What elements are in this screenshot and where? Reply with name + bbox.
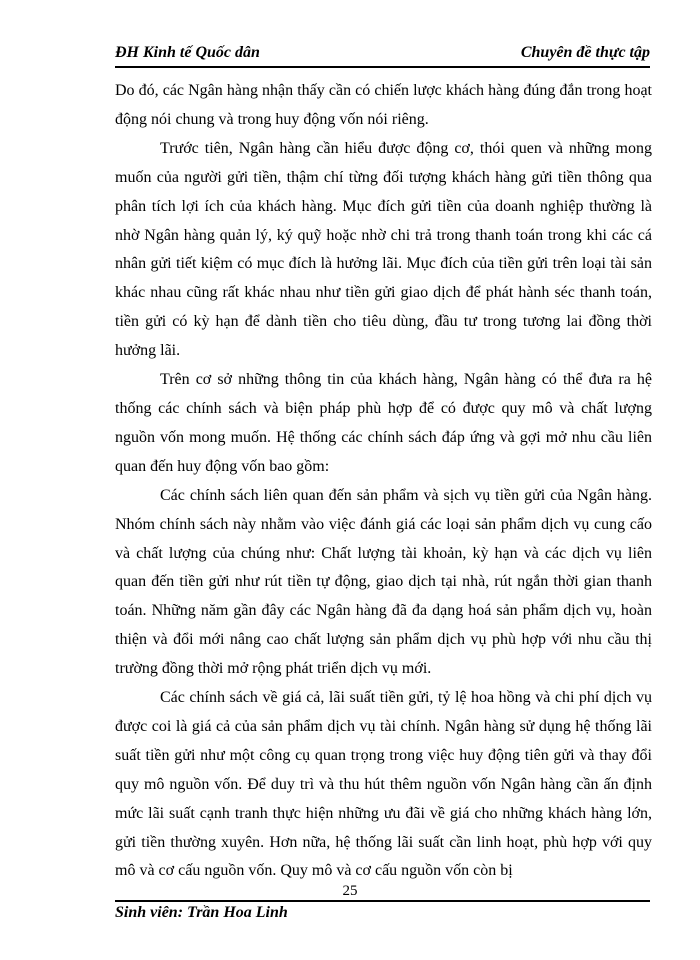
page-footer: [115, 900, 650, 922]
paragraph: Các chính sách về giá cả, lãi suất tiền gửi, tỷ lệ hoa hồng và chi phí dịch vụ được coi là giá cả của sản phẩm dịch vụ tài chính. Ngân hàng sử dụng hệ thống lãi suất tiền gửi như một công cụ quan trọng trong việc huy động tiên gửi và thay đổi quy mô nguồn vốn. Để duy trì và thu hút thêm nguồn vốn Ngân hàng cần ấn định mức lãi suất cạnh tranh thực hiện những ưu đãi về giá cho những khách hàng lớn, gửi tiền thường xuyên. Hơn nữa, hệ thống lãi suất cần linh hoạt, phù hợp với quy mô và cơ cấu nguồn vốn. Quy mô và cơ cấu nguồn vốn còn bị: [115, 689, 652, 880]
footer-student-name: Sinh viên: Trần Hoa Linh: [115, 904, 288, 921]
paragraph: Trước tiên, Ngân hàng cần hiểu được động cơ, thói quen và những mong muốn của người gửi tiền, thậm chí từng đối tượng khách hàng gửi tiền thông qua phân tích lợi ích của khách hàng. Mục đích gửi tiền của doanh nghiệp thường là nhờ Ngân hàng quản lý, ký quỹ hoặc nhờ chi trả trong thanh toán trong khi các cá nhân gửi tiết kiệm có mục đích là hưởng lãi. Mục đích của tiền gửi trên loại tài sản khác nhau cũng rất khác nhau như tiền gửi giao dịch để phát hành séc thanh toán, tiền gửi có kỳ hạn để dành tiền cho tiêu dùng, đầu tư trong tương lai đồng thời hưởng lãi.: [115, 139, 652, 360]
paragraph: Trên cơ sở những thông tin của khách hàng, Ngân hàng có thể đưa ra hệ thống các chính sách và biện pháp phù hợp để có được quy mô và chất lượng nguồn vốn mong muốn. Hệ thống các chính sách đáp ứng và gợi mở nhu cầu liên quan đến huy động vốn bao gồm:: [115, 371, 652, 475]
header-university: ĐH Kinh tế Quốc dân: [115, 44, 260, 61]
page-number: 25: [342, 883, 358, 899]
paragraph: Các chính sách liên quan đến sản phẩm và sịch vụ tiền gửi của Ngân hàng. Nhóm chính sách này nhằm vào việc đánh giá các loại sản phẩm dịch vụ cung cấo và chất lượng của chúng như: Chất lượng tài khoản, kỳ hạn và các dịch vụ liên quan đến tiền gửi như rút tiền tự động, giao dịch tại nhà, rút ngắn thời gian thanh toán. Những năm gần đây các Ngân hàng đã đa dạng hoá sản phẩm dịch vụ, hoàn thiện và đổi mới nâng cao chất lượng sản phẩm dịch vụ phù hợp với nhu cầu thị trường đồng thời mở rộng phát triển dịch vụ mới.: [115, 486, 652, 678]
body-text: [115, 77, 652, 886]
paragraph: Do đó, các Ngân hàng nhận thấy cần có chiến lược khách hàng đúng đắn trong hoạt động nói chung và trong huy động vốn nói riêng.: [115, 82, 652, 128]
page-header: [115, 42, 650, 68]
header-document-type: Chuyên đề thực tập: [520, 44, 650, 61]
